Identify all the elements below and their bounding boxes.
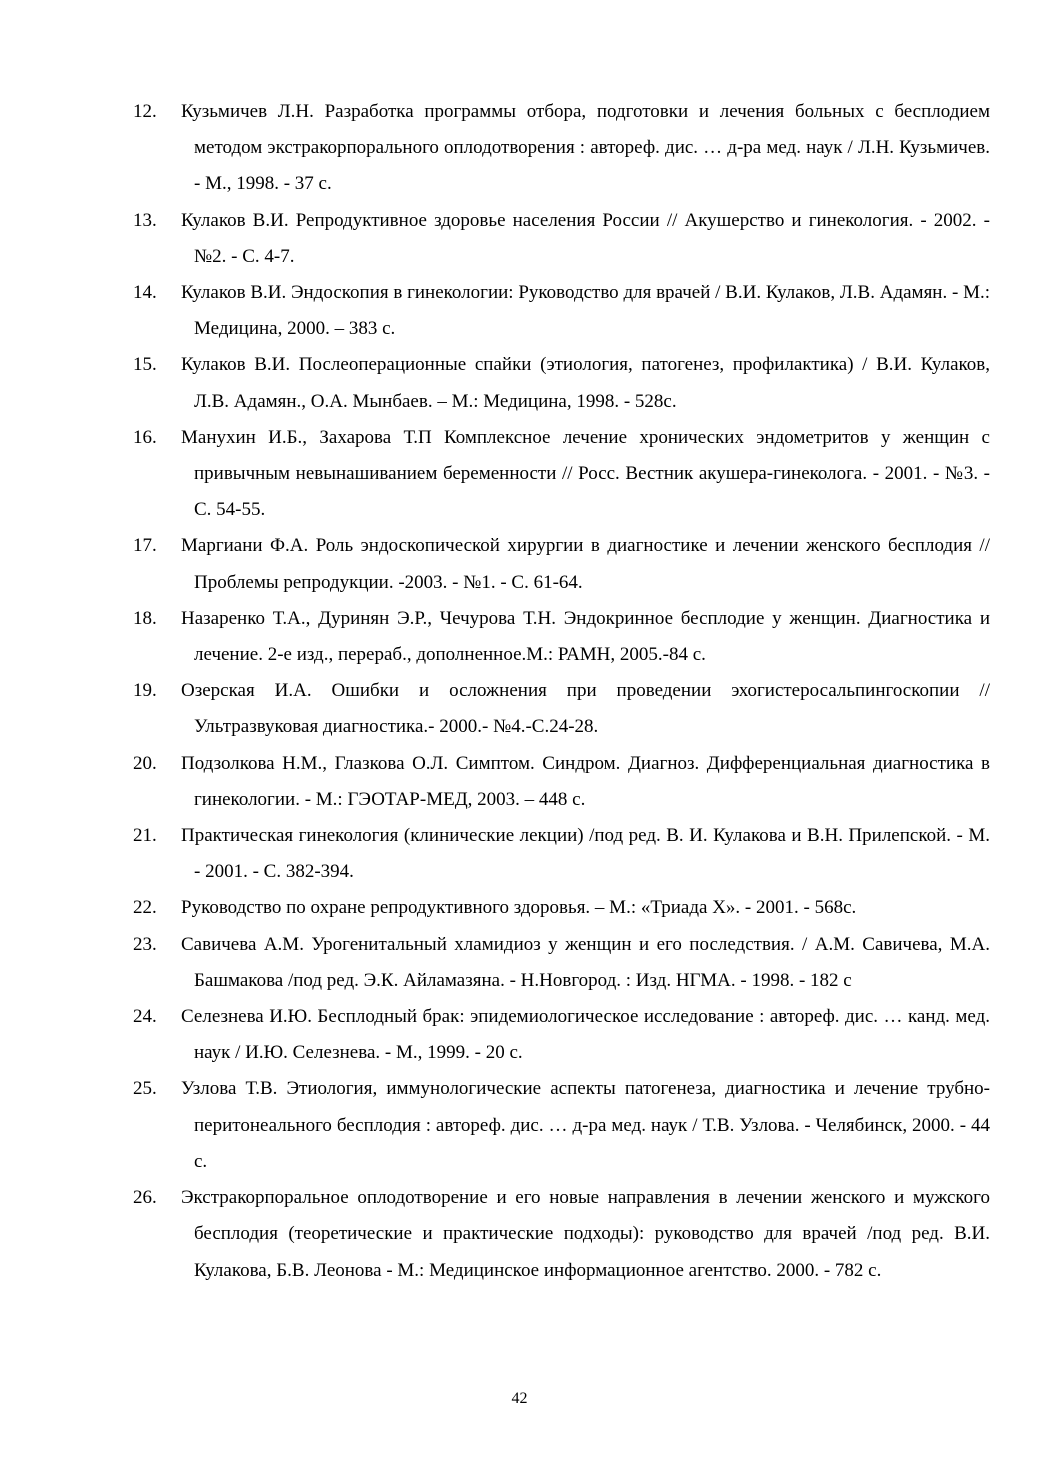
reference-item <box>133 673 990 745</box>
reference-item <box>133 1071 990 1180</box>
reference-number: 26. <box>133 1187 157 1209</box>
reference-item <box>133 818 990 890</box>
reference-text: Савичева А.М. Урогенитальный хламидиоз у женщин и его последствия. / А.М. Савичева, М.А. Башмакова /под ред. Э.К. Айламазяна. - Н.Новгород. : Изд. НГМА. - 1998. - 182 с <box>181 933 990 991</box>
reference-text: Руководство по охране репродуктивного здоровья. – М.: «Триада Х». - 2001. - 568с. <box>181 897 857 919</box>
reference-number: 17. <box>133 535 157 557</box>
reference-number: 24. <box>133 1006 157 1028</box>
reference-number: 15. <box>133 354 157 376</box>
reference-item <box>133 203 990 275</box>
reference-text: Манухин И.Б., Захарова Т.П Комплексное лечение хронических эндометритов у женщин с привычным невынашиванием беременности // Росс. Вестник акушера-гинеколога. - 2001. - №3. - С. 54-55. <box>181 426 990 521</box>
reference-number: 21. <box>133 825 157 847</box>
reference-item <box>133 999 990 1071</box>
reference-item <box>133 420 990 529</box>
reference-text: Подзолкова Н.М., Глазкова О.Л. Симптом. Синдром. Диагноз. Дифференциальная диагностика в гинекологии. - М.: ГЭОТАР-МЕД, 2003. – 448 с. <box>181 752 990 810</box>
reference-number: 12. <box>133 101 157 122</box>
reference-text: Назаренко Т.А., Дуринян Э.Р., Чечурова Т.Н. Эндокринное бесплодие у женщин. Диагностика и лечение. 2-е изд., перераб., дополненное.М.: РАМН, 2005.-84 с. <box>181 607 990 666</box>
reference-text: Кулаков В.И. Эндоскопия в гинекологии: Руководство для врачей / В.И. Кулаков, Л.В. Адамян. - М.: Медицина, 2000. – 383 с. <box>181 282 990 340</box>
reference-item <box>133 275 990 347</box>
reference-item <box>133 347 990 419</box>
reference-number: 20. <box>133 752 157 774</box>
reference-item <box>133 890 990 926</box>
reference-text: Маргиани Ф.А. Роль эндоскопической хирургии в диагностике и лечении женского бесплодия // Проблемы репродукции. -2003. - №1. - С. 61-64. <box>181 535 990 593</box>
reference-number: 18. <box>133 607 157 629</box>
reference-item <box>133 601 990 673</box>
reference-number: 14. <box>133 282 157 304</box>
reference-text: Экстракорпоральное оплодотворение и его новые направления в лечении женского и мужского бесплодия (теоретические и практические подходы): руководство для врачей /под ред. В.И. Кулакова, Б.В. Леонова - М.: Медицинское информационное агентство. 2000. - 782 с. <box>181 1187 990 1281</box>
reference-text: Кулаков В.И. Репродуктивное здоровье населения России // Акушерство и гинекология. - 2002. - №2. - С. 4-7. <box>181 209 990 267</box>
reference-item <box>133 94 990 203</box>
reference-text: Озерская И.А. Ошибки и осложнения при проведении эхогистеросальпингоскопии // Ультразвуковая диагностика.- 2000.- №4.-С.24-28. <box>181 680 990 738</box>
reference-text: Практическая гинекология (клинические лекции) /под ред. В. И. Кулакова и В.Н. Прилепской. - М. - 2001. - С. 382-394. <box>181 825 990 883</box>
reference-text: Селезнева И.Ю. Бесплодный брак: эпидемиологическое исследование : автореф. дис. … канд. мед. наук / И.Ю. Селезнева. - М., 1999. - 20 с. <box>181 1006 990 1064</box>
page-number: 42 <box>511 1390 528 1407</box>
reference-text: Узлова Т.В. Этиология, иммунологические аспекты патогенеза, диагностика и лечение трубно-перитонеального бесплодия : автореф. дис. … д-ра мед. наук / Т.В. Узлова. - Челябинск, 2000. - 44 с. <box>181 1078 990 1172</box>
reference-number: 23. <box>133 933 157 955</box>
reference-number: 16. <box>133 426 157 448</box>
reference-number: 19. <box>133 680 157 702</box>
reference-number: 25. <box>133 1078 157 1100</box>
reference-text: Кузьмичев Л.Н. Разработка программы отбора, подготовки и лечения больных с бесплодием методом экстракорпорального оплодотворения : автореф. дис. … д-ра мед. наук / Л.Н. Кузьмичев. - М., 1998. - 37 с. <box>181 101 990 195</box>
reference-text: Кулаков В.И. Послеоперационные спайки (этиология, патогенез, профилактика) / В.И. Кулаков, Л.В. Адамян., О.А. Мынбаев. – М.: Медицина, 1998. - 528с. <box>181 354 990 412</box>
reference-item <box>133 528 990 600</box>
reference-item <box>133 927 990 999</box>
reference-list <box>133 94 990 1289</box>
reference-number: 22. <box>133 897 157 919</box>
reference-item <box>133 746 990 818</box>
reference-item <box>133 1180 990 1289</box>
reference-number: 13. <box>133 209 157 231</box>
